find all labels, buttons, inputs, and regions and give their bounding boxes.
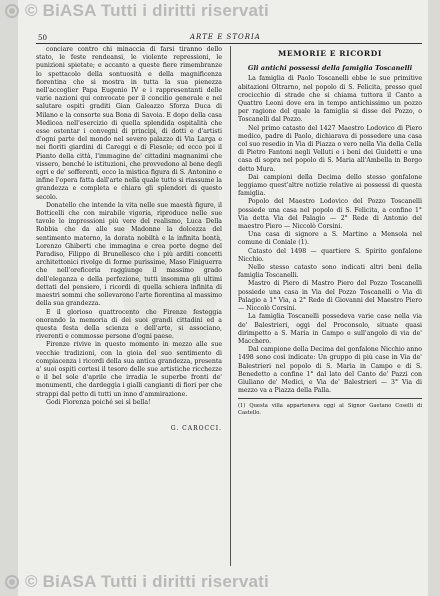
right-paragraph: La famiglia Toscanelli possedeva varie case nella via de' Balestrieri, oggi del Proconsolo, situate quasi dirimpetto a S. Maria in Campo e sull'angolo di via de' Macchero.	[238, 313, 422, 345]
watermark-text: © BiASA Tutti i diritti riservati	[25, 572, 269, 591]
biasa-logo-icon	[5, 4, 19, 18]
left-paragraph: E il glorioso quattrocento che Firenze festeggia onorando la memoria di dei suoi grandi cittadini ed a questa festa della scienza e dell'arte, si associano, riverenti e commosse persone d'ogni paese.	[36, 308, 222, 341]
section-title: MEMORIE E RICORDI	[278, 49, 382, 58]
author-signature: G. CAROCCI.	[170, 424, 222, 432]
column-divider	[230, 46, 231, 566]
left-column	[36, 46, 222, 566]
running-title: ARTE E STORIA	[190, 33, 261, 41]
left-paragraph: Firenze rivive in questo momento in mezzo alle sue vecchie tradizioni, con la gioia del suo sentimento di compiacenza i ricordi della sua antica grandezza, presenta a' suoi ospiti cortesi il tesoro delle sue artistiche ricchezze e il bel sole d'aprile che irradia le superbe fronti de' monumenti, che dardeggia i gialli cangianti di fiori per che strappi dal petto di tutti un inno d'ammirazione.	[36, 341, 222, 398]
footnote-rule	[238, 398, 422, 399]
watermark-text: © BiASA Tutti i diritti riservati	[25, 1, 269, 20]
right-paragraph: Dai campioni della Decima dello stesso gonfalone leggiamo quest'altre notizie relative ai possessi di questa famiglia.	[238, 173, 422, 198]
right-paragraph: Catasto del 1498 — quartiere S. Spirito gonfalone Nicchio.	[238, 247, 422, 263]
right-paragraph: Popolo del Maestro Lodovico del Pozzo Toscanelli possiede una casa nel popolo di S. Felicita, a confine 1° Via detta Via del Palagio — 2° Rede di Antonio del maestro Piero — Niccolò Corsini.	[238, 198, 422, 231]
left-paragraph: Donatello che intende la vita nelle sue maestà figure, il Botticelli che con mirabile vigoria, riproduce nelle sue tavole le impressioni più vere del realismo, Luca Della Robbia che da alle sue Madonne la dolcezza del sentimento materno, la dorata nobiltà e la infinita bontà, Lorenzo Ghiberti che immagina e crea porte degne del Paradiso, Filippo di Brunellesco che i più arditi concetti architettonici rivolge di forme purissime, Maso Finiguerra che nell'oreficeria raggiunge il massimo grado dell'eleganza e della perfezione, tutti insomma gli ultimi dettati del pensiero, i ricordi di quella schiera infinita di maestri sommi che sollevarono l'arte fiorentina al massimo della sua grandezza.	[36, 201, 222, 308]
biasa-logo-icon	[5, 575, 19, 589]
right-paragraph: La famiglia di Paolo Toscanelli ebbe le sue primitive abitazioni Oltrarno, nel popolo di S. Felicita, presso quel crocicchio di strade che si chiama tuttora il Canto a Quattro Leoni dove era in tempo antichissimo un pozzo per ragione del quale la famiglia si disse del Pozzo, o Toscanelli dal Pozzo.	[238, 75, 422, 124]
footnote: (1) Questa villa apparteneva oggi al Signor Gaetano Coselli di Castello.	[238, 403, 422, 416]
right-paragraph: Una casa di signore a S. Martino a Mensola nel comune di Coniale (1).	[238, 231, 422, 247]
page-number: 50	[38, 34, 47, 42]
right-paragraph: Dal campione della Decima del gonfalone Nicchio anno 1498 sono così indicate: Un gruppo di più case in Via de' Balestrieri nel popolo di S. Maria in Campo e di S. Benedetto a confine 1° dal lato del Canto de' Pazzi con Giuliano de' Medici, e Via de' Balestrieri — 3° Via di mezzo va a Piazza della Palla.	[238, 346, 422, 395]
header-rule	[36, 43, 422, 44]
right-paragraph: Nel primo catasto del 1427 Maestro Lodovico di Piero medico, padre di Paolo, dichiarava di possedere una casa col suo resedio in Via di Piazza o vero nella Via della Cella di Pietro Fantoni negli Velluti e i beni dei Guidetti e una casa di sopra nel popolo di S. Maria all'Ambella in Borgo detto Mura.	[238, 124, 422, 173]
left-paragraph: Godi Fiorenza poiché sei sì bella!	[46, 398, 151, 406]
section-subtitle: Gli antichi possessi della famiglia Toscanelli	[247, 64, 413, 73]
right-column	[238, 46, 422, 566]
left-paragraph: conciare contro chi minaccia di farsi tiranno dello stato, le feste rendeansi, le violente repressioni, le punizioni spietate; e accanto a queste fiere rimembranze lo spettacolo della sontuosità e della magnificenza fiorentina che si mostra in tutta la sua pienezza nell'accoglier Papa Eugenio IV e i rappresentanti delle varie nazioni qui convocate per il concilio generale e nel salutare ospiti graditi Gian Galeazzo Sforza Duca di Milano e la consorte sua Bona di Savoia. E dopo della casa Medicea nell'esercizio di quella splendida ospitalità che esse ostentar i convegni di principi, di dotti e d'artisti d'ogni parte del mondo nel severo palazzo di Via Larga e nei fioriti giardini di Careggi e di Fiesole; ed ecco poi il Pianto della città, l'immagine de' cittadini magnanimi che vissero, benché le istituzioni, che provvedono al bene degli egri e de' sofferenti, ecco la mistica figura di S. Antonino e infine l'opera fatta dall'arte nella quale tutto si riassume la grandezza e completa e chiara gli splendori di questo secolo.	[36, 46, 222, 201]
right-paragraph: Mastro di Piero di Mastro Piero del Pozzo Toscanelli possiede una casa in Via del Pozzo Toscanelli o Via di Palagio a 1° Via, a 2° Rede di Giovanni del Maestro Piero — Niccolò Corsini.	[238, 280, 422, 313]
right-paragraph: Nello stesso catasto sono indicati altri beni della famiglia Toscanelli.	[238, 264, 422, 280]
watermark-top	[0, 1, 440, 23]
watermark-bottom	[0, 572, 440, 594]
